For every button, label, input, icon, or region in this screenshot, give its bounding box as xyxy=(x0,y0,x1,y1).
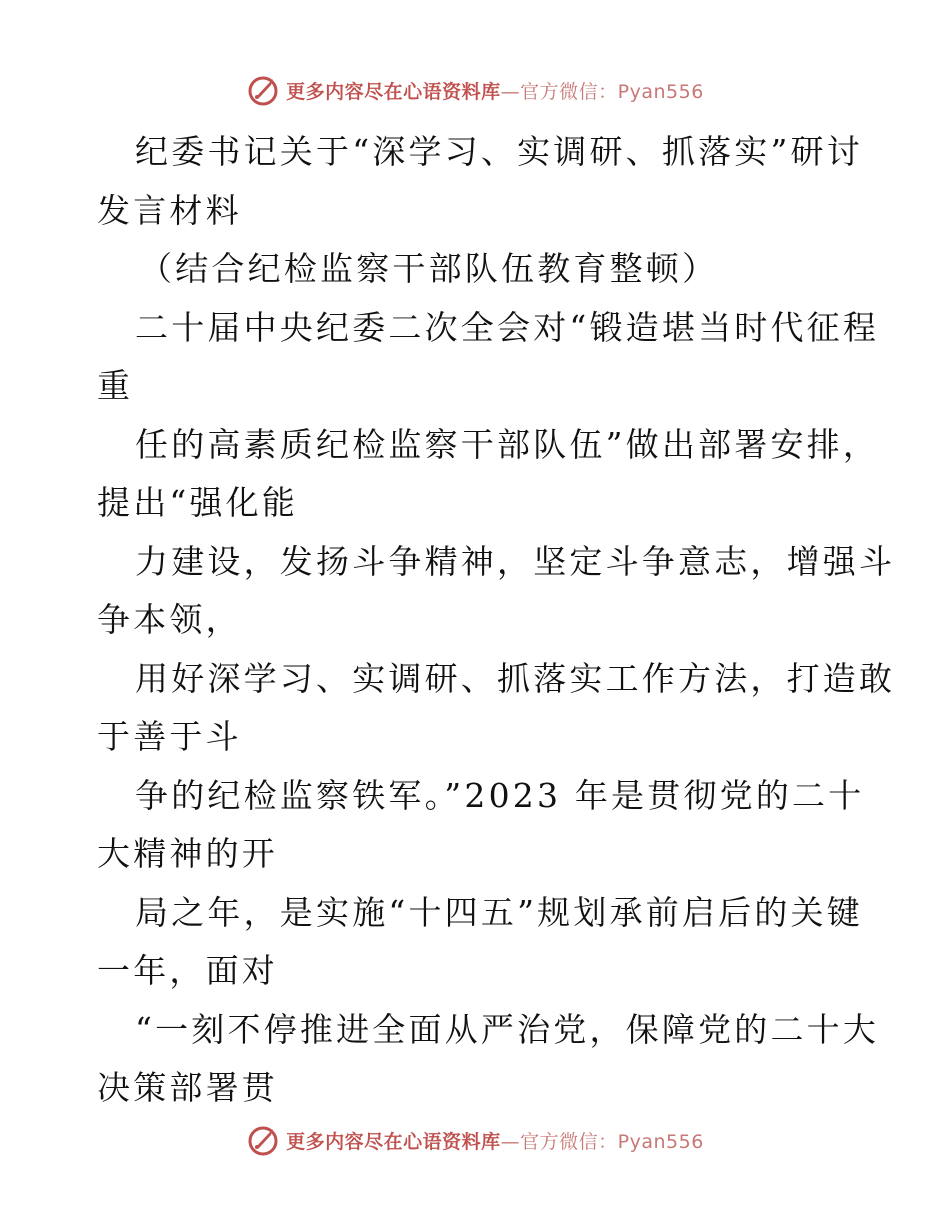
document-body xyxy=(97,123,896,1118)
doc-line-7: 提出“强化能 xyxy=(97,483,299,522)
quill-circle-logo-icon xyxy=(246,1123,280,1157)
footer-watermark-banner xyxy=(0,1120,950,1160)
doc-line-13: 大精神的开 xyxy=(97,834,278,873)
header-banner-title: 更多内容尽在心语资料库 xyxy=(286,80,501,103)
footer-banner-text xyxy=(286,1127,704,1154)
doc-line-15: 一年，面对 xyxy=(97,951,278,990)
doc-line-4: 二十届中央纪委二次全会对“锻造堪当时代征程 xyxy=(135,307,880,347)
doc-line-11: 于善于斗 xyxy=(97,717,242,756)
doc-line-6: 任的高素质纪检监察干部队伍”做出部署安排， xyxy=(135,424,880,464)
quill-circle-logo-icon xyxy=(246,73,280,107)
doc-line-5: 重 xyxy=(97,366,134,405)
footer-banner-wechat: —官方微信：Pyan556 xyxy=(500,1130,704,1153)
doc-line-17: 决策部署贯 xyxy=(97,1068,278,1107)
header-banner-wechat: —官方微信：Pyan556 xyxy=(500,80,704,103)
doc-line-title-1: 纪委书记关于“深学习、实调研、抓落实”研讨 xyxy=(135,132,863,171)
header-banner-text xyxy=(286,77,704,104)
header-watermark-banner xyxy=(0,70,950,110)
doc-line-title-2: 发言材料 xyxy=(97,190,242,230)
doc-line-14: 局之年，是实施“十四五”规划承前启后的关键 xyxy=(135,892,863,932)
doc-line-10: 用好深学习、实调研、抓落实工作方法，打造敢 xyxy=(135,658,896,698)
doc-line-12: 争的纪检监察铁军。”2023 年是贯彻党的二十 xyxy=(135,775,865,815)
doc-line-subtitle: （结合纪检监察干部队伍教育整顿） xyxy=(139,249,719,288)
doc-line-8: 力建设，发扬斗争精神，坚定斗争意志，增强斗 xyxy=(135,541,896,581)
doc-line-9: 争本领， xyxy=(97,600,242,639)
footer-banner-title: 更多内容尽在心语资料库 xyxy=(286,1130,501,1153)
doc-line-16: “一刻不停推进全面从严治党，保障党的二十大 xyxy=(135,1009,880,1049)
